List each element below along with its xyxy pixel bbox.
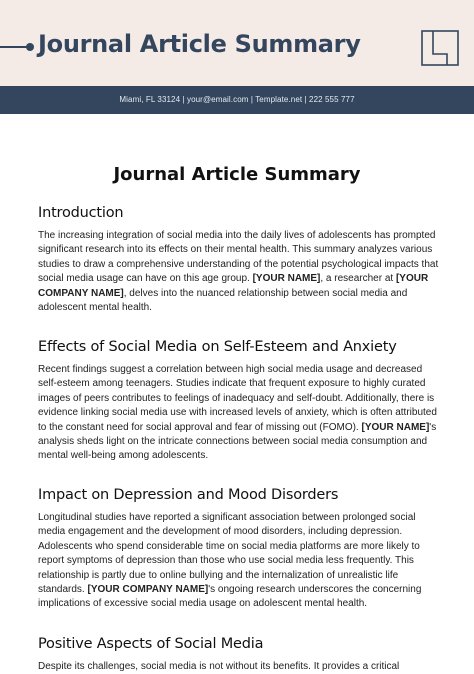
- contact-bar: Miami, FL 33124 | your@email.com | Template.net | 222 555 777: [0, 86, 474, 114]
- section-paragraph: The increasing integration of social media into the daily lives of adolescents has prompted significant research into its effects on their mental health. This summary analyzes various studies to draw a comprehensive understanding of the potential psychological impacts that social media usage can have on this age group. [YOUR NAME], a researcher at [YOUR COMPANY NAME], delves into the nuanced relationship between social media and adolescent mental health.: [38, 230, 439, 314]
- section-paragraph: Despite its challenges, social media is not without its benefits. It provides a critical: [38, 661, 400, 672]
- section-depression-mood: [38, 487, 440, 612]
- document-title: Journal Article Summary: [113, 164, 361, 185]
- section-heading: Impact on Depression and Mood Disorders: [38, 487, 339, 503]
- logo-icon: [421, 30, 459, 66]
- section-heading: Positive Aspects of Social Media: [38, 636, 264, 652]
- section-self-esteem-anxiety: [38, 339, 440, 464]
- section-heading: Introduction: [38, 205, 124, 221]
- section-paragraph: Recent findings suggest a correlation between high social media usage and decreased self-esteem among teenagers. Studies indicate that frequent exposure to highly curated images of peers contributes to feelings of inadequacy and self-doubt. Additionally, there is evidence linking social media use with increased levels of anxiety, which is often attributed to the constant need for social approval and fear of missing out (FOMO). [YOUR NAME]'s analysis sheds light on the intricate connections between social media consumption and mental well-being among adolescents.: [38, 364, 437, 462]
- header-accent-dot: [26, 43, 34, 51]
- section-paragraph: Longitudinal studies have reported a significant association between prolonged social media engagement and the development of mood disorders, including depression. Adolescents who spend considerable time on social media platforms are more likely to report symptoms of depression than those who use social media less frequently. This relationship is partly due to online bullying and the internalization of unrealistic life standards. [YOUR COMPANY NAME]'s ongoing research underscores the concerning implications of excessive social media usage on adolescent mental health.: [38, 512, 422, 610]
- section-introduction: [38, 205, 440, 315]
- section-heading: Effects of Social Media on Self-Esteem and Anxiety: [38, 339, 397, 355]
- section-positive-aspects: [38, 636, 440, 674]
- header-title: Journal Article Summary: [38, 30, 361, 58]
